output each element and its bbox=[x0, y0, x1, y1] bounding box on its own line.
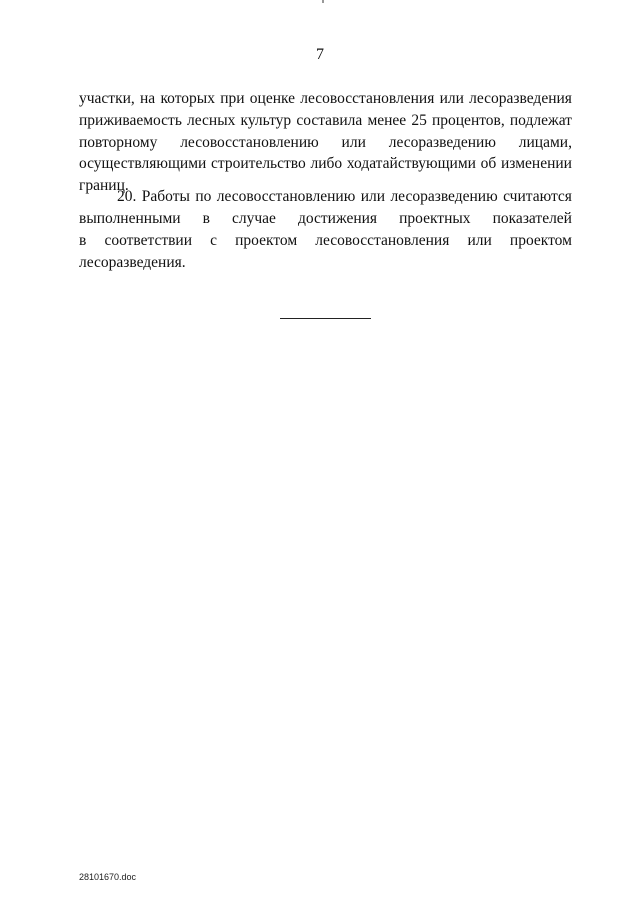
word: с bbox=[210, 232, 218, 249]
word: повторному bbox=[79, 134, 158, 151]
word: подлежат bbox=[509, 112, 572, 129]
word: оценке bbox=[249, 90, 296, 107]
word: составила bbox=[296, 112, 363, 129]
word: участки, bbox=[79, 90, 135, 107]
paragraph-2-line-3 bbox=[79, 230, 572, 252]
word: выполненными bbox=[79, 210, 181, 227]
word: или bbox=[360, 188, 386, 205]
word: по bbox=[195, 188, 212, 205]
word: процентов, bbox=[431, 112, 505, 129]
word: в bbox=[79, 232, 87, 249]
word: лесоразведению bbox=[388, 134, 496, 151]
word: лесовосстановлению bbox=[216, 188, 356, 205]
word: или bbox=[467, 232, 492, 249]
word: соответствии bbox=[104, 232, 193, 249]
word: об bbox=[480, 155, 497, 172]
word: приживаемость bbox=[79, 112, 182, 129]
word: или bbox=[439, 90, 464, 107]
paragraph-1-line-2 bbox=[79, 110, 572, 132]
paragraph-1-line-3 bbox=[79, 132, 572, 154]
word: 20. bbox=[117, 188, 137, 205]
word: лесоразведения bbox=[469, 90, 572, 107]
word: 25 bbox=[411, 112, 427, 129]
word: изменении bbox=[501, 155, 572, 172]
word: проектом bbox=[509, 232, 572, 249]
word: или bbox=[341, 134, 366, 151]
word: проектом bbox=[235, 232, 298, 249]
footer-filename: 28101670.doc bbox=[79, 872, 137, 882]
paragraph-1-line-4 bbox=[79, 153, 572, 175]
word: проектных bbox=[399, 210, 471, 227]
word: строительство bbox=[211, 155, 306, 172]
paragraph-1-line-5: границ. bbox=[79, 177, 129, 194]
word: культур bbox=[240, 112, 292, 129]
word: осуществляющими bbox=[79, 155, 207, 172]
word: лесных bbox=[187, 112, 236, 129]
word: показателей bbox=[492, 210, 572, 227]
scan-mark bbox=[322, 0, 324, 3]
word: достижения bbox=[297, 210, 378, 227]
word: считаются bbox=[503, 188, 572, 205]
word: лесоразведению bbox=[390, 188, 498, 205]
paragraph-2-line-4: лесоразведения. bbox=[79, 254, 186, 271]
word: лесовосстановления bbox=[300, 90, 435, 107]
end-separator-line bbox=[280, 318, 371, 319]
paragraph-2-line-2 bbox=[79, 208, 572, 230]
word: которых bbox=[160, 90, 215, 107]
page-number: 7 bbox=[316, 46, 324, 63]
word: Работы bbox=[141, 188, 190, 205]
word: при bbox=[220, 90, 245, 107]
word: менее bbox=[367, 112, 407, 129]
word: либо bbox=[310, 155, 343, 172]
word: лесовосстановлению bbox=[180, 134, 319, 151]
word: лесовосстановления bbox=[315, 232, 450, 249]
word: в bbox=[202, 210, 210, 227]
paragraph-1-line-1 bbox=[79, 88, 572, 110]
paragraph-2-line-1 bbox=[117, 186, 572, 208]
word: лицами, bbox=[518, 134, 572, 151]
word: случае bbox=[232, 210, 276, 227]
word: на bbox=[140, 90, 156, 107]
word: ходатайствующими bbox=[346, 155, 476, 172]
